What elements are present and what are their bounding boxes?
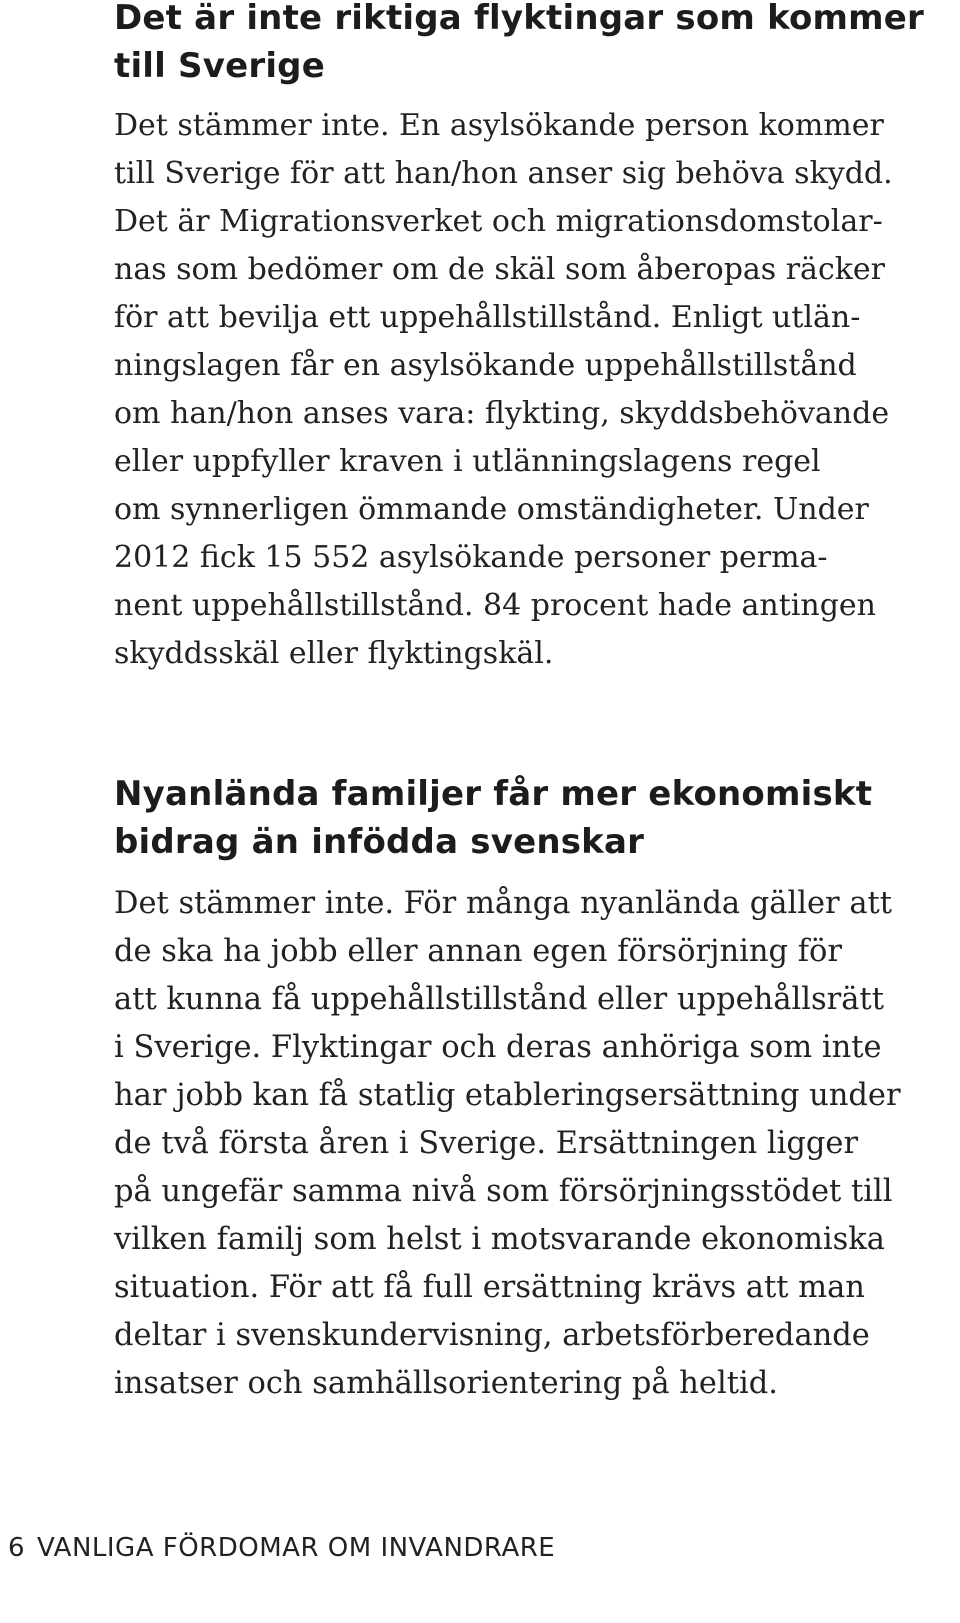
section-heading [114, 770, 872, 866]
body-line: Det stämmer inte. För många nyanlända gäller att [114, 886, 893, 921]
body-line: att kunna få uppehållstillstånd eller uppehållsrätt [114, 982, 884, 1017]
body-line: eller uppfyller kraven i utlänningslagens regel [114, 444, 821, 479]
heading-line: Det är inte riktiga flyktingar som kommer [114, 0, 925, 38]
body-line: nent uppehållstillstånd. 84 procent hade antingen [114, 588, 876, 623]
body-line: de ska ha jobb eller annan egen försörjning för [114, 934, 842, 969]
page-footer [8, 1528, 555, 1568]
body-line: situation. För att få full ersättning krävs att man [114, 1270, 865, 1305]
body-line: nas som bedömer om de skäl som åberopas räcker [114, 252, 886, 287]
body-line: för att bevilja ett uppehållstillstånd. Enligt utlän- [114, 300, 861, 335]
section-heading [114, 0, 924, 90]
section-body [114, 880, 934, 1408]
body-line: ningslagen får en asylsökande uppehållstillstånd [114, 348, 857, 383]
section-body [114, 102, 934, 678]
heading-line: till Sverige [114, 46, 325, 86]
publication-title: VANLIGA FÖRDOMAR OM INVANDRARE [37, 1533, 556, 1563]
heading-line: Nyanlända familjer får mer ekonomiskt [114, 774, 873, 814]
body-line: på ungefär samma nivå som försörjningsstödet till [114, 1174, 893, 1209]
body-line: Det stämmer inte. En asylsökande person kommer [114, 108, 884, 143]
body-line: om synnerligen ömmande omständigheter. Under [114, 492, 869, 527]
body-line: skyddsskäl eller flyktingskäl. [114, 636, 554, 671]
body-line: har jobb kan få statlig etableringsersättning under [114, 1078, 901, 1113]
body-line: Det är Migrationsverket och migrationsdomstolar- [114, 204, 883, 239]
body-line: insatser och samhällsorientering på heltid. [114, 1366, 778, 1401]
body-line: om han/hon anses vara: flykting, skyddsbehövande [114, 396, 890, 431]
page-number: 6 [8, 1533, 26, 1563]
body-line: i Sverige. Flyktingar och deras anhöriga som inte [114, 1030, 882, 1065]
body-line: deltar i svenskundervisning, arbetsförberedande [114, 1318, 870, 1353]
body-line: vilken familj som helst i motsvarande ekonomiska [114, 1222, 885, 1257]
body-line: de två första åren i Sverige. Ersättningen ligger [114, 1126, 859, 1161]
heading-line: bidrag än infödda svenskar [114, 822, 645, 862]
body-line: till Sverige för att han/hon anser sig behöva skydd. [114, 156, 893, 191]
body-line: 2012 fick 15 552 asylsökande personer perma- [114, 540, 828, 575]
